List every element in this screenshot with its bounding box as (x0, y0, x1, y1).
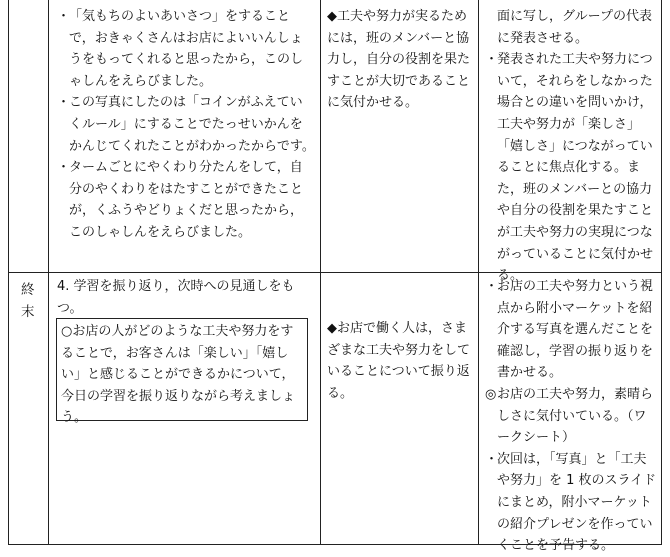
key-question: ○お店の人がどのような工夫や努力をすることで，お客さんは「楽しい」「嬉しい」と感じることができるかについて，今日の学習を振り返りながら考えましょう。 (61, 324, 296, 426)
teacher-action-list (485, 6, 659, 287)
list-item: ・ 次回は，「写真」と「工夫や努力」を 1 枚のスライドにまとめ，附小マーケットの紹介プレゼンを作っていくことを予告する。 (485, 451, 657, 554)
support-note: ◆お店で働く人は，さまざまな工夫や努力をしていることについて振り返る。 (327, 321, 471, 401)
list-item: ・ 発表された工夫や努力について，それらをしなかった場合との違いを問いかけ，工夫や努力が「楽しさ」「嬉しさ」につながっていることに焦点化する。また，班のメンバーとの協力や自分の役割を果たすことが工夫や努力の実現につながっていることに気付かせる。 (485, 52, 654, 284)
learning-activity-cell (49, 0, 321, 272)
list-item: 面に写し，グループの代表に発表させる。 (497, 9, 652, 46)
lesson-plan-table (8, 0, 662, 554)
evaluation-cell (479, 273, 662, 554)
list-item: ・ 「気もちのよいあいさつ」をすることで，おきゃくさんはお店によいいんしょうをもってくれると思ったから，このしゃしんをえらびました。 (57, 9, 304, 89)
support-note: ◆工夫や努力が実るためには，班のメンバーと協力し，自分の役割を果たすことが大切であることに気付かせる。 (327, 9, 471, 111)
stage-cell (9, 0, 49, 272)
support-note-cell (321, 0, 479, 272)
evaluation-item: ◎ お店の工夫や努力，素晴らしさに気付いている。（ワークシート） (485, 386, 654, 446)
teacher-action-list (485, 276, 659, 557)
evaluation-cell (479, 0, 662, 284)
table-row-conclusion (8, 272, 662, 554)
learning-activity-cell (49, 273, 321, 544)
list-item: ・ お店の工夫や努力という視点から附小マーケットを紹介する写真を選んだことを確認し，学習の振り返りを書かせる。 (485, 279, 654, 381)
list-item: ・ タームごとにやくわり分たんをして，自分のやくわりをはたすことができたことが，くふうやどりょくだと思ったから， このしゃしんをえらびました。 (57, 160, 304, 240)
support-note-cell (321, 273, 479, 544)
student-response-list (57, 6, 315, 244)
list-item: ・ この写真にしたのは「コインがふえていくルール」にすることでたっせいかんをかんじてくれたことがわかったからです。 (57, 95, 315, 154)
table-row-development (8, 0, 662, 284)
activity-step: 4. 学習を振り返り，次時への見通しをもつ。 (57, 279, 295, 316)
stage-label: 終末 (21, 282, 35, 320)
key-question-box (56, 318, 308, 426)
stage-cell (9, 273, 49, 544)
